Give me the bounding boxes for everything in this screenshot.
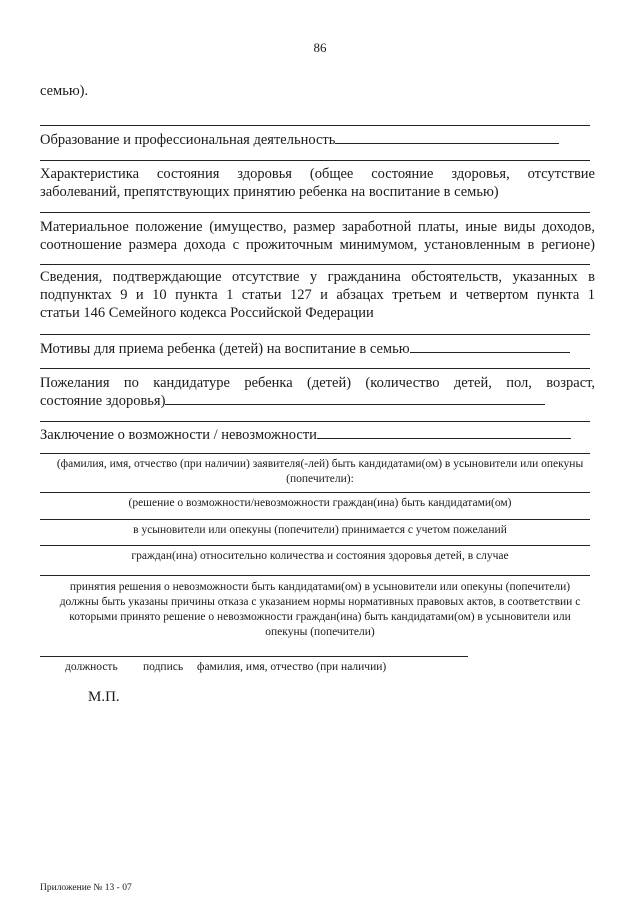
conclusion-field[interactable] xyxy=(40,426,600,444)
rule-conclusion xyxy=(40,421,590,422)
rule-citizens xyxy=(40,545,590,546)
rule-refusal xyxy=(40,575,590,576)
rule-applicant xyxy=(40,453,590,454)
health-line-1: Характеристика состояния здоровья (общее состояние здоровья, отсутствие xyxy=(40,166,595,182)
finance-line-2: соотношение размера дохода с прожиточным минимумом, установленным в регионе) xyxy=(40,237,595,253)
education-label: Образование и профессиональная деятельность xyxy=(40,132,336,148)
rule-absence xyxy=(40,264,590,265)
finance-line-1: Материальное положение (имущество, размер заработной платы, иные виды доходов, xyxy=(40,219,595,235)
hint-refusal-line-3: которыми принято решение о невозможности граждан(ина) быть кандидатами(ом) в усыновители или xyxy=(69,611,571,623)
rule-wishes xyxy=(40,368,590,369)
rule-motives xyxy=(40,334,590,335)
page-number: 86 xyxy=(313,40,327,55)
intro-fragment: семью). xyxy=(40,83,89,99)
rule-health xyxy=(40,160,590,161)
education-field[interactable] xyxy=(40,131,600,149)
signature-position-label: должность xyxy=(65,661,118,673)
footer-appendix: Приложение № 13 - 07 xyxy=(40,883,132,893)
wishes-label: состояние здоровья) xyxy=(40,393,166,409)
hint-refusal-line-4: опекуны (попечители) xyxy=(265,626,375,638)
absence-line-1: Сведения, подтверждающие отсутствие у гражданина обстоятельств, указанных в xyxy=(40,269,595,285)
hint-accepted: в усыновители или опекуны (попечители) принимается с учетом пожеланий xyxy=(133,524,507,536)
hint-refusal-line-2: должны быть указаны причины отказа с указанием нормы нормативных правовых актов, в соответствии с xyxy=(59,596,581,608)
motives-field[interactable] xyxy=(40,340,600,358)
hint-refusal-line-1: принятия решения о невозможности быть кандидатами(ом) в усыновители или опекуны (попечители) xyxy=(69,581,571,593)
hint-applicant-line-1: (фамилия, имя, отчество (при наличии) заявителя(-лей) быть кандидатами(ом) в усыновители или опекуны xyxy=(56,458,584,470)
hint-applicant-line-2: (попечители): xyxy=(286,473,354,485)
hint-citizens: граждан(ина) относительно количества и состояния здоровья детей, в случае xyxy=(131,550,509,562)
absence-line-2: подпунктах 9 и 10 пункта 1 статьи 127 и абзацах третьем и четвертом пункта 1 xyxy=(40,287,595,303)
motives-label: Мотивы для приема ребенка (детей) на воспитание в семью xyxy=(40,341,410,357)
rule-education xyxy=(40,125,590,126)
conclusion-label: Заключение о возможности / невозможности xyxy=(40,427,317,443)
rule-finance xyxy=(40,212,590,213)
wishes-line-1: Пожелания по кандидатуре ребенка (детей) (количество детей, пол, возраст, xyxy=(40,375,595,391)
signature-name-label: фамилия, имя, отчество (при наличии) xyxy=(197,661,387,673)
rule-decision xyxy=(40,492,590,493)
rule-accepted xyxy=(40,519,590,520)
motives-blank[interactable] xyxy=(410,351,570,353)
conclusion-blank[interactable] xyxy=(317,437,571,439)
signature-line[interactable] xyxy=(40,656,468,657)
education-blank[interactable] xyxy=(335,142,559,144)
hint-applicant xyxy=(30,457,610,487)
hint-refusal xyxy=(30,580,610,640)
health-line-2: заболеваний, препятствующих принятию ребенка на воспитание в семью) xyxy=(40,184,499,200)
signature-sign-label: подпись xyxy=(143,661,184,673)
wishes-blank[interactable] xyxy=(165,403,545,405)
hint-decision: (решение о возможности/невозможности граждан(ина) быть кандидатами(ом) xyxy=(128,497,512,509)
absence-line-3: статьи 146 Семейного кодекса Российской Федерации xyxy=(40,305,374,321)
wishes-line-2[interactable] xyxy=(40,392,600,410)
stamp-placeholder: М.П. xyxy=(88,689,120,705)
